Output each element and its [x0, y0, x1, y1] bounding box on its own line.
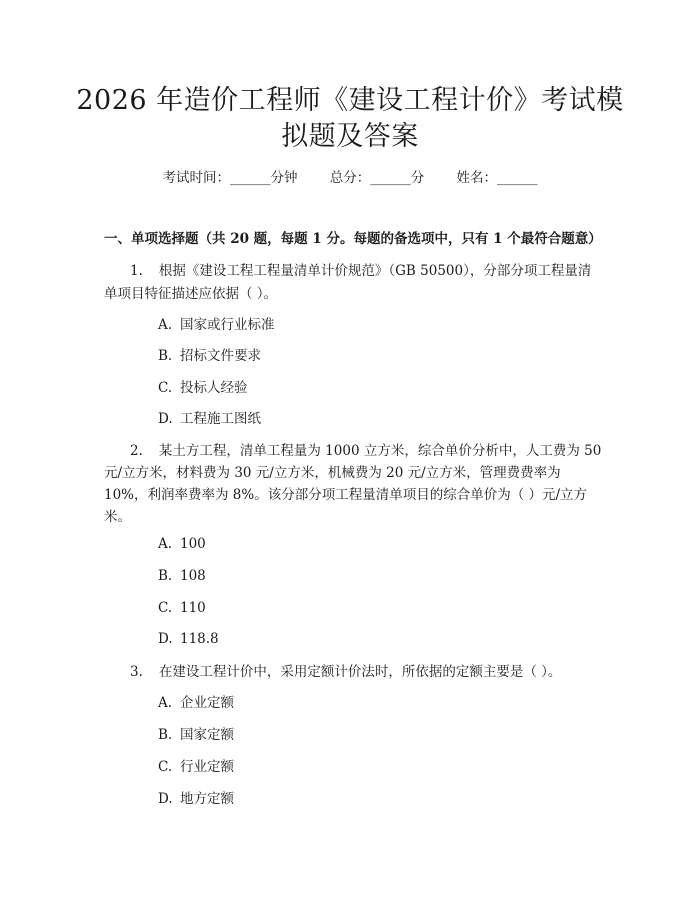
option-letter: C.	[158, 600, 173, 616]
option-letter: B.	[158, 568, 173, 584]
question-3-number: 3.	[130, 664, 143, 680]
option-letter: A.	[158, 317, 173, 333]
exam-time-label: 考试时间：______分钟	[162, 170, 298, 186]
question-3-option-c	[158, 757, 234, 777]
question-2-stem-line-4: 米。	[104, 509, 131, 525]
total-score-label: 总分：______分	[329, 170, 425, 186]
option-letter: B.	[158, 348, 173, 364]
question-2-stem-line-1	[104, 440, 604, 462]
question-1-option-b	[158, 346, 261, 366]
option-text: 招标文件要求	[180, 348, 261, 364]
question-3-option-b	[158, 725, 234, 745]
question-1-option-d	[158, 409, 261, 429]
question-2-option-c	[158, 598, 206, 618]
question-2-number: 2.	[130, 443, 143, 459]
name-label: 姓名：______	[456, 170, 538, 186]
option-letter: C.	[158, 380, 173, 396]
question-3-stem-line-1	[104, 661, 604, 683]
option-letter: A.	[158, 695, 173, 711]
question-1-stem-line-2: 单项目特征描述应依据（ ）。	[104, 286, 278, 302]
option-text: 行业定额	[180, 759, 234, 775]
option-text: 企业定额	[180, 695, 234, 711]
question-3-option-d	[158, 789, 234, 809]
option-text: 地方定额	[180, 791, 234, 807]
document-title-line-1: 2026 年造价工程师《建设工程计价》考试模	[76, 85, 624, 116]
option-letter: A.	[158, 536, 173, 552]
option-letter: D.	[158, 411, 173, 427]
question-1-option-a	[158, 315, 275, 335]
question-2-stem-line-3: 10%，利润率费率为 8%。该分部分项工程量清单项目的综合单价为（ ）元/立方	[104, 487, 588, 503]
question-2-stem-line-2: 元/立方米，材料费为 30 元/立方米，机械费为 20 元/立方米，管理费费率为	[104, 465, 561, 481]
question-2-option-a	[158, 534, 206, 554]
question-2-option-d	[158, 629, 219, 649]
option-text: 118.8	[180, 631, 219, 647]
exam-info-line	[0, 168, 700, 188]
option-text: 工程施工图纸	[180, 411, 261, 427]
option-text: 投标人经验	[180, 380, 248, 396]
question-1-stem-text-1: 根据《建设工程工程量清单计价规范》（GB 50500），分部分项工程量清	[158, 263, 592, 279]
option-letter: D.	[158, 791, 173, 807]
question-3-stem-text-1: 在建设工程计价中，采用定额计价法时，所依据的定额主要是（ ）。	[158, 664, 562, 680]
question-1-number: 1.	[130, 263, 143, 279]
option-text: 国家定额	[180, 727, 234, 743]
option-letter: D.	[158, 631, 173, 647]
option-text: 国家或行业标准	[180, 317, 275, 333]
option-letter: C.	[158, 759, 173, 775]
question-3-option-a	[158, 693, 234, 713]
document-title-line-2: 拟题及答案	[281, 121, 419, 152]
option-letter: B.	[158, 727, 173, 743]
option-text: 110	[180, 600, 206, 616]
question-2-option-b	[158, 566, 206, 586]
option-text: 108	[180, 568, 206, 584]
question-2-stem-text-1: 某土方工程，清单工程量为 1000 立方米，综合单价分析中，人工费为 50	[158, 443, 602, 459]
option-text: 100	[180, 536, 206, 552]
question-1-option-c	[158, 378, 248, 398]
question-1-stem-line-1	[104, 260, 604, 282]
section-heading: 一、单项选择题（共 20 题，每题 1 分。每题的备选项中，只有 1 个最符合题意）	[104, 231, 602, 247]
